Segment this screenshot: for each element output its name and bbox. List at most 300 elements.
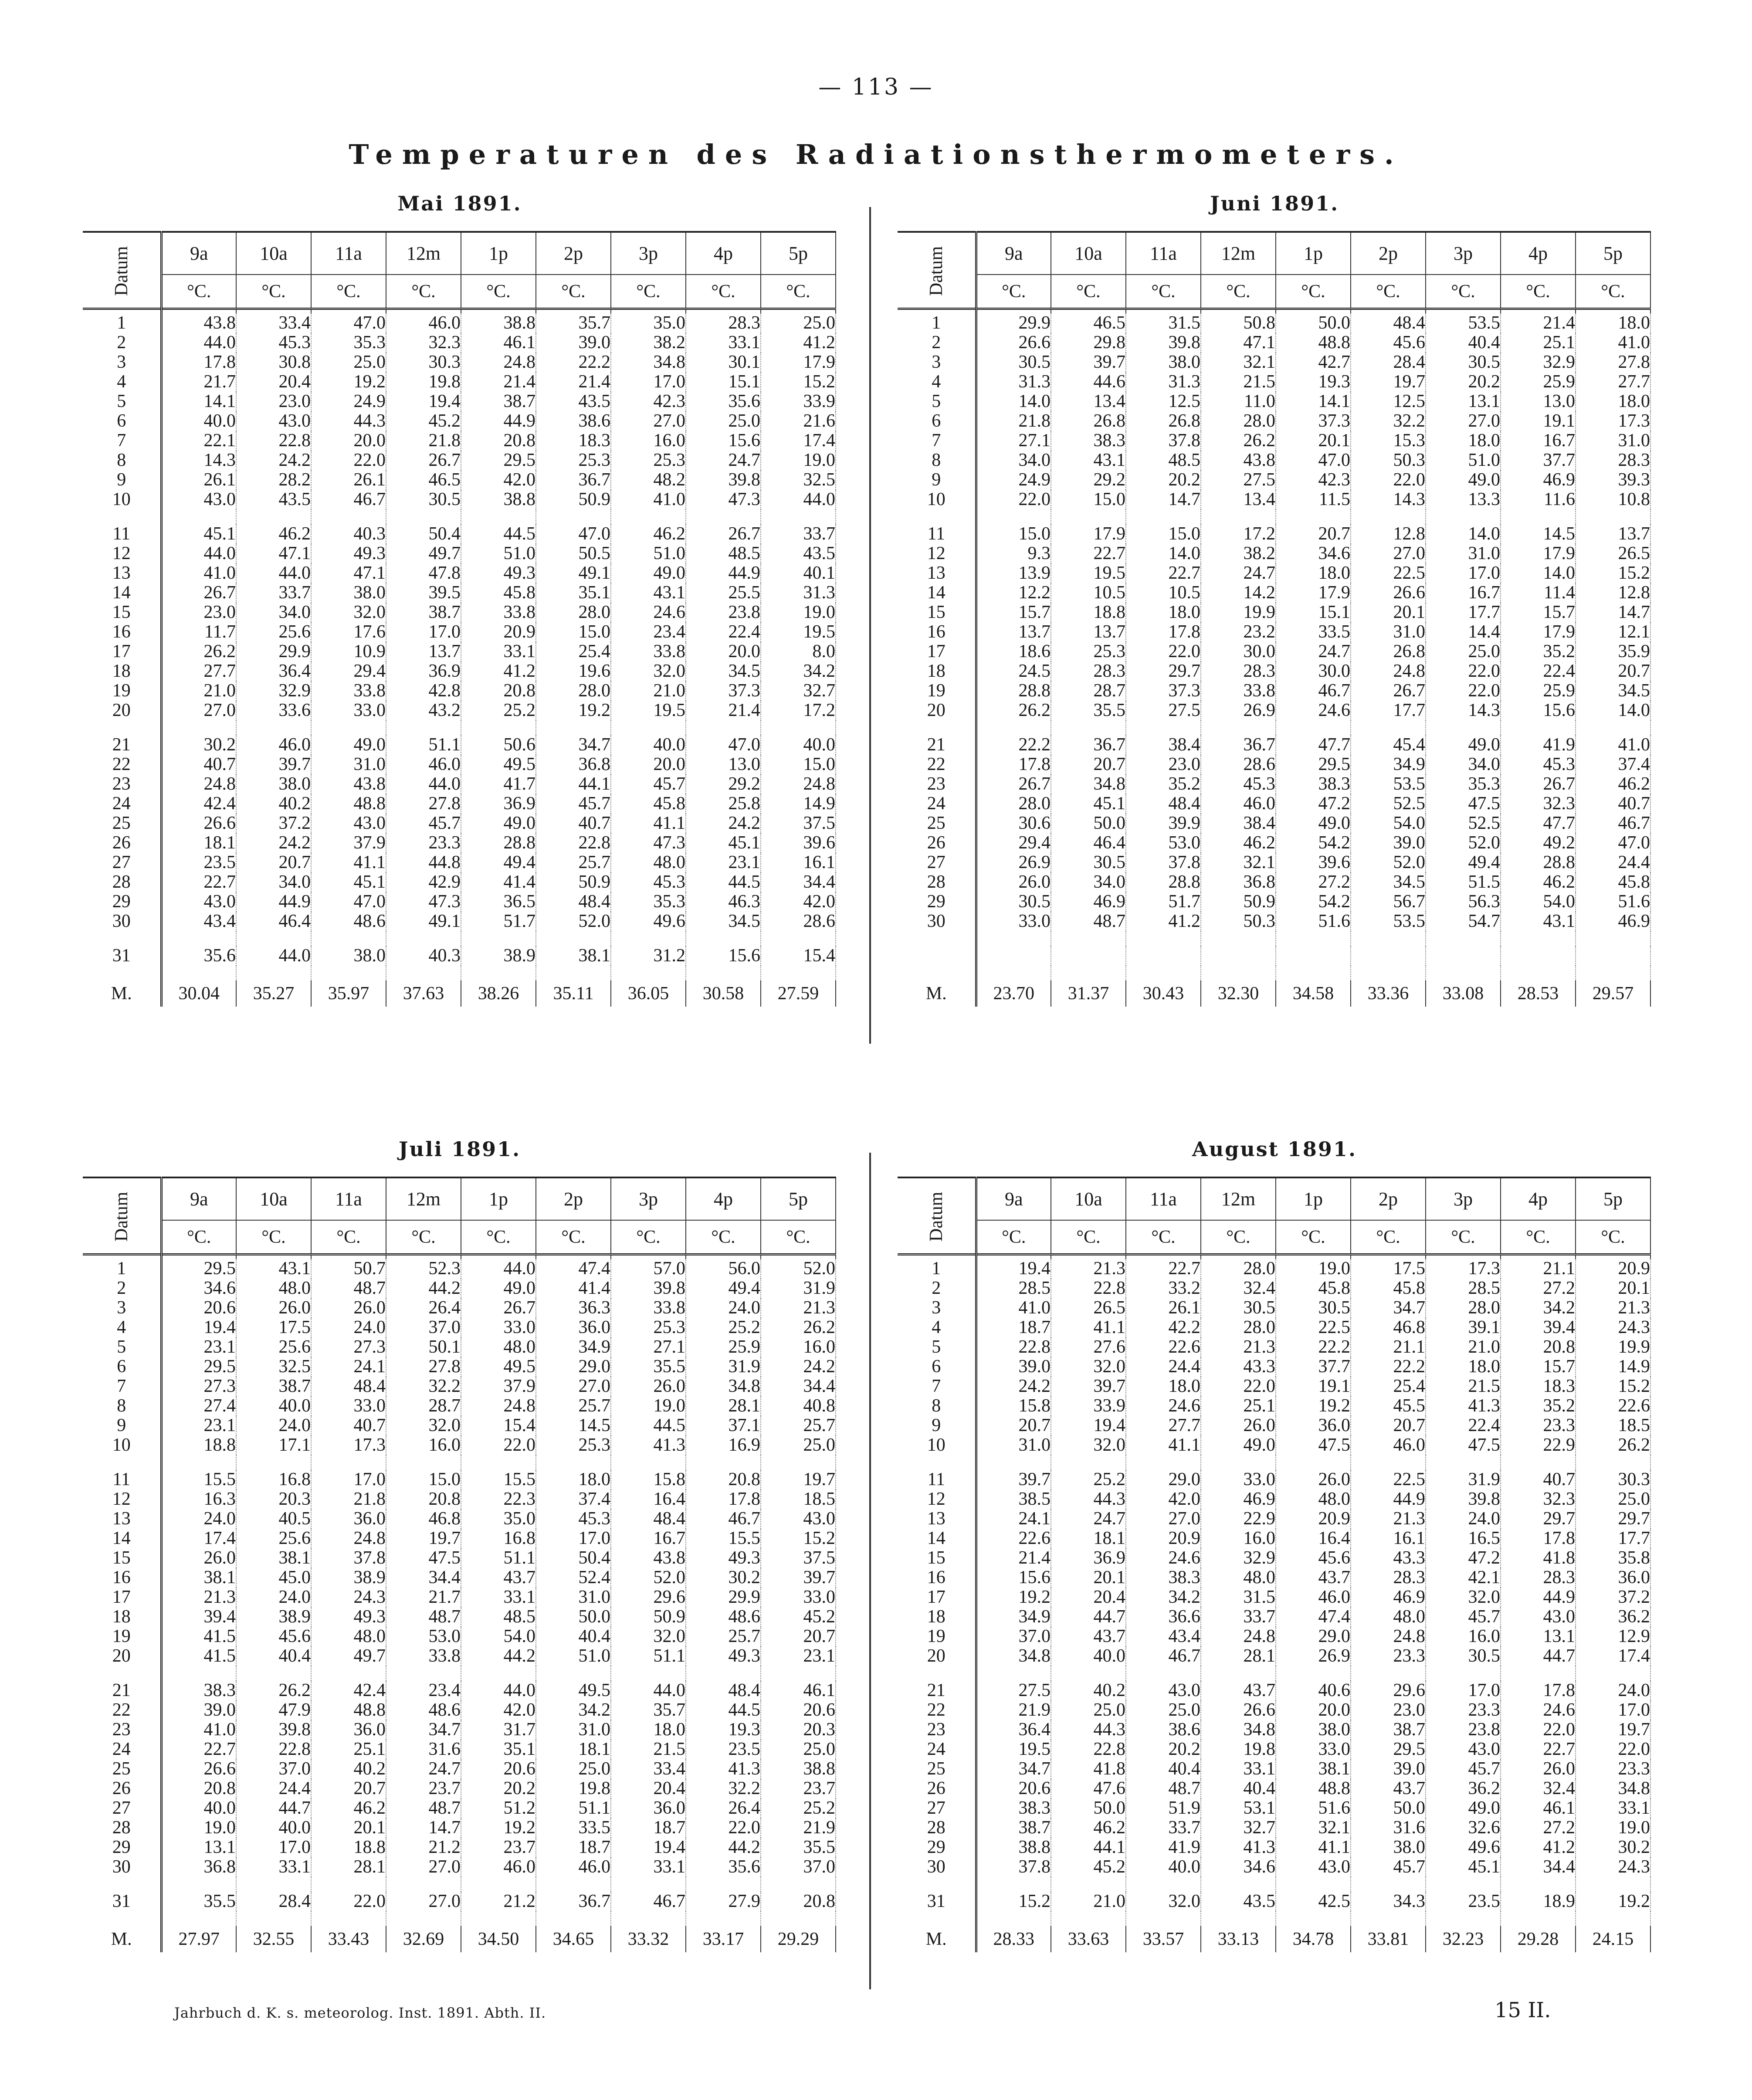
temperature-cell: 15.0	[1126, 524, 1201, 544]
temperature-cell: 44.9	[1501, 1588, 1576, 1607]
temperature-cell: 54.2	[1276, 892, 1351, 912]
temperature-cell: 43.7	[461, 1568, 536, 1588]
temperature-cell: 18.0	[1576, 392, 1650, 411]
temperature-cell: 27.4	[161, 1396, 236, 1416]
temperature-cell: 51.6	[1276, 1798, 1351, 1818]
temperature-cell: 36.8	[536, 755, 611, 774]
temperature-cell: 15.8	[976, 1396, 1051, 1416]
temperature-cell: 28.1	[686, 1396, 761, 1416]
table-row	[898, 701, 1650, 720]
temperature-cell: 16.8	[236, 1470, 311, 1489]
temperature-cell: 45.8	[461, 583, 536, 603]
temperature-cell: 33.7	[1201, 1607, 1276, 1627]
temperature-cell: 49.1	[536, 563, 611, 583]
temperature-cell: 14.7	[1126, 490, 1201, 509]
header-row	[898, 1177, 1650, 1220]
unit-row	[898, 275, 1650, 309]
temperature-cell: 48.5	[461, 1607, 536, 1627]
temperature-cell: 34.8	[1201, 1720, 1276, 1740]
day-cell: 30	[83, 1857, 161, 1877]
temperature-cell: 50.0	[1351, 1798, 1426, 1818]
temperature-cell: 26.6	[161, 1759, 236, 1779]
temperature-cell: 38.9	[236, 1607, 311, 1627]
temperature-cell: 24.8	[311, 1529, 386, 1548]
mean-cell: 34.58	[1276, 980, 1351, 1007]
temperature-cell: 43.7	[1351, 1779, 1426, 1798]
mean-cell: 35.97	[311, 980, 386, 1007]
temperature-cell: 49.7	[311, 1646, 386, 1666]
temperature-cell: 27.2	[1501, 1279, 1576, 1298]
temperature-cell: 36.7	[536, 1892, 611, 1911]
temperature-cell: 16.0	[761, 1337, 836, 1357]
temperature-cell: 36.0	[1276, 1416, 1351, 1435]
temperature-cell: 47.2	[1276, 794, 1351, 814]
temperature-cell: 44.0	[161, 333, 236, 353]
temperature-cell: 44.7	[1051, 1607, 1126, 1627]
temperature-cell: 48.8	[1276, 1779, 1351, 1798]
table-row	[83, 853, 836, 872]
temperature-cell: 46.2	[611, 524, 686, 544]
temperature-cell: 48.5	[1126, 451, 1201, 470]
temperature-cell: 40.7	[311, 1416, 386, 1435]
temperature-cell: 34.9	[1351, 755, 1426, 774]
temperature-cell: 48.0	[1351, 1607, 1426, 1627]
mean-label: M.	[898, 980, 976, 1007]
temperature-cell: 34.8	[611, 353, 686, 372]
temperature-cell: 41.1	[1051, 1318, 1126, 1337]
temperature-cell: 21.0	[1051, 1892, 1126, 1911]
table-juli	[83, 1137, 837, 2009]
temperature-cell: 40.4	[1126, 1759, 1201, 1779]
table-row	[898, 1700, 1650, 1720]
temperature-cell: 27.3	[311, 1337, 386, 1357]
temperature-cell: 28.7	[386, 1396, 461, 1416]
temperature-cell: 38.8	[461, 313, 536, 333]
temperature-cell: 40.0	[611, 735, 686, 755]
day-cell: 15	[83, 603, 161, 622]
mean-cell: 37.63	[386, 980, 461, 1007]
table-row	[898, 313, 1650, 333]
mean-cell: 34.78	[1276, 1926, 1351, 1952]
temperature-cell: 30.0	[1276, 662, 1351, 681]
table-row	[83, 1627, 836, 1646]
unit-label: °C.	[1276, 1220, 1351, 1255]
temperature-cell: 25.0	[1051, 1700, 1126, 1720]
temperature-cell: 16.7	[1426, 583, 1501, 603]
temperature-cell: 19.9	[1576, 1337, 1650, 1357]
mean-cell: 31.37	[1051, 980, 1126, 1007]
temperature-cell: 28.4	[236, 1892, 311, 1911]
temperature-cell: 38.0	[236, 774, 311, 794]
temperature-cell: 41.9	[1501, 735, 1576, 755]
temperature-cell: 22.0	[1426, 681, 1501, 701]
temperature-cell: 48.4	[536, 892, 611, 912]
temperature-cell: 20.7	[236, 853, 311, 872]
temperature-cell: 41.3	[686, 1759, 761, 1779]
temperature-cell: 20.1	[1051, 1568, 1126, 1588]
temperature-cell: 26.2	[236, 1681, 311, 1700]
temperature-cell: 25.0	[761, 1740, 836, 1759]
temperature-table	[83, 231, 836, 1007]
temperature-cell: 25.5	[686, 583, 761, 603]
temperature-cell: 19.2	[976, 1588, 1051, 1607]
temperature-cell: 27.0	[386, 1892, 461, 1911]
hour-header: 11a	[311, 232, 386, 275]
temperature-cell: 28.3	[1351, 1568, 1426, 1588]
datum-header	[898, 1177, 976, 1255]
temperature-cell: 30.5	[1276, 1298, 1351, 1318]
temperature-cell: 45.1	[311, 872, 386, 892]
table-row	[898, 1337, 1650, 1357]
temperature-cell: 22.8	[976, 1337, 1051, 1357]
day-cell: 28	[83, 872, 161, 892]
temperature-cell: 43.4	[161, 912, 236, 931]
temperature-cell: 14.0	[976, 392, 1051, 411]
day-cell: 23	[898, 1720, 976, 1740]
temperature-cell: 49.3	[311, 1607, 386, 1627]
mean-cell: 29.28	[1501, 1926, 1576, 1952]
temperature-cell: 15.3	[1351, 431, 1426, 451]
temperature-cell: 44.0	[461, 1681, 536, 1700]
day-cell: 17	[83, 642, 161, 662]
temperature-cell: 33.4	[236, 313, 311, 333]
temperature-cell: 34.4	[1501, 1857, 1576, 1877]
temperature-cell: 40.7	[1576, 794, 1650, 814]
temperature-cell: 40.7	[161, 755, 236, 774]
temperature-cell: 19.8	[1201, 1740, 1276, 1759]
month-title: Juni 1891.	[1210, 192, 1339, 215]
temperature-cell: 12.8	[1351, 524, 1426, 544]
temperature-cell: 25.3	[536, 451, 611, 470]
temperature-cell: 35.8	[1576, 1548, 1650, 1568]
table-row	[898, 1646, 1650, 1666]
temperature-cell: 21.3	[1201, 1337, 1276, 1357]
temperature-cell: 17.8	[161, 353, 236, 372]
temperature-cell: 26.1	[311, 470, 386, 490]
temperature-cell: 24.6	[1276, 701, 1351, 720]
table-row	[83, 313, 836, 333]
day-cell: 9	[83, 470, 161, 490]
temperature-cell: 23.1	[686, 853, 761, 872]
temperature-cell: 15.5	[461, 1470, 536, 1489]
temperature-cell: 51.9	[1126, 1798, 1201, 1818]
temperature-cell: 20.9	[461, 622, 536, 642]
temperature-cell: 26.0	[1501, 1759, 1576, 1779]
temperature-cell: 43.0	[311, 814, 386, 833]
table-row	[898, 333, 1650, 353]
day-cell: 19	[898, 681, 976, 701]
header-row	[83, 232, 836, 275]
unit-row	[83, 275, 836, 309]
day-cell: 20	[898, 1646, 976, 1666]
day-cell: 24	[898, 1740, 976, 1759]
temperature-cell: 24.8	[1351, 662, 1426, 681]
temperature-cell: 34.7	[1351, 1298, 1426, 1318]
temperature-cell: 18.5	[761, 1489, 836, 1509]
temperature-cell: 34.7	[976, 1759, 1051, 1779]
table-row	[898, 853, 1650, 872]
temperature-cell: 32.0	[611, 662, 686, 681]
temperature-cell: 45.6	[236, 1627, 311, 1646]
temperature-cell: 35.2	[1501, 1396, 1576, 1416]
temperature-cell: 43.0	[161, 490, 236, 509]
temperature-cell: 34.6	[1201, 1857, 1276, 1877]
temperature-cell: 30.3	[1576, 1470, 1650, 1489]
temperature-cell: 47.1	[236, 544, 311, 563]
day-cell: 23	[898, 774, 976, 794]
unit-label: °C.	[311, 275, 386, 309]
unit-label: °C.	[1351, 275, 1426, 309]
temperature-cell: 22.2	[536, 353, 611, 372]
temperature-cell: 24.6	[611, 603, 686, 622]
temperature-cell: 24.0	[236, 1588, 311, 1607]
temperature-cell: 26.8	[1126, 411, 1201, 431]
temperature-cell: 23.0	[161, 603, 236, 622]
table-row	[898, 735, 1650, 755]
datum-label: Datum	[926, 1191, 946, 1242]
temperature-cell: 32.1	[1201, 853, 1276, 872]
day-cell: 22	[83, 755, 161, 774]
temperature-cell: 28.3	[1576, 451, 1650, 470]
mean-row	[83, 1926, 836, 1952]
temperature-cell: 20.7	[1051, 755, 1126, 774]
temperature-cell: 23.7	[386, 1779, 461, 1798]
temperature-cell: 35.6	[686, 392, 761, 411]
temperature-cell: 26.4	[686, 1798, 761, 1818]
temperature-cell: 44.0	[236, 563, 311, 583]
temperature-cell: 25.4	[1351, 1377, 1426, 1396]
temperature-cell: 24.0	[236, 1416, 311, 1435]
temperature-cell: 20.2	[1126, 470, 1201, 490]
table-row	[83, 1681, 836, 1700]
unit-label: °C.	[761, 275, 836, 309]
temperature-cell: 32.3	[1501, 1489, 1576, 1509]
table-row	[83, 392, 836, 411]
temperature-cell: 22.8	[236, 431, 311, 451]
temperature-cell: 50.3	[1201, 912, 1276, 931]
temperature-cell: 22.7	[161, 1740, 236, 1759]
temperature-cell: 50.1	[386, 1337, 461, 1357]
temperature-cell: 26.2	[761, 1318, 836, 1337]
temperature-cell: 20.8	[461, 431, 536, 451]
temperature-cell: 26.1	[161, 470, 236, 490]
temperature-cell: 43.8	[161, 313, 236, 333]
table-row	[898, 603, 1650, 622]
day-cell: 21	[83, 1681, 161, 1700]
table-row	[898, 1681, 1650, 1700]
day-cell: 23	[83, 774, 161, 794]
table-row	[83, 1646, 836, 1666]
table-row	[83, 774, 836, 794]
temperature-cell: 19.4	[161, 1318, 236, 1337]
temperature-cell: 37.5	[761, 814, 836, 833]
temperature-cell: 21.3	[1351, 1509, 1426, 1529]
temperature-cell: 30.0	[1201, 642, 1276, 662]
temperature-cell: 50.6	[461, 735, 536, 755]
temperature-cell: 45.5	[1351, 1396, 1426, 1416]
temperature-cell: 50.0	[1051, 1798, 1126, 1818]
table-row	[898, 912, 1650, 931]
hour-header: 2p	[1351, 1177, 1426, 1220]
day-cell: 26	[898, 1779, 976, 1798]
mean-cell: 33.08	[1426, 980, 1501, 1007]
temperature-cell: 18.0	[1576, 313, 1650, 333]
temperature-cell: 22.8	[1051, 1279, 1126, 1298]
hour-header: 3p	[1426, 1177, 1501, 1220]
temperature-cell: 27.0	[1351, 544, 1426, 563]
mean-cell: 33.32	[611, 1926, 686, 1952]
temperature-cell: 28.0	[1201, 1318, 1276, 1337]
temperature-cell: 22.9	[1201, 1509, 1276, 1529]
table-row	[898, 794, 1650, 814]
temperature-cell: 52.3	[386, 1259, 461, 1279]
temperature-cell: 49.2	[1501, 833, 1576, 853]
temperature-cell: 27.6	[1051, 1337, 1126, 1357]
temperature-cell: 18.0	[611, 1720, 686, 1740]
temperature-cell: 29.8	[1051, 333, 1126, 353]
temperature-cell: 26.0	[611, 1377, 686, 1396]
temperature-cell: 34.0	[1051, 872, 1126, 892]
temperature-cell: 26.5	[1051, 1298, 1126, 1318]
temperature-cell: 45.8	[1351, 1279, 1426, 1298]
temperature-cell: 36.7	[1051, 735, 1126, 755]
temperature-cell: 37.2	[1576, 1588, 1650, 1607]
table-row	[83, 1529, 836, 1548]
temperature-cell: 19.3	[686, 1720, 761, 1740]
temperature-cell: 48.5	[686, 544, 761, 563]
temperature-cell: 24.7	[386, 1759, 461, 1779]
temperature-cell: 45.7	[536, 794, 611, 814]
temperature-cell: 21.3	[1576, 1298, 1650, 1318]
temperature-cell: 35.3	[611, 892, 686, 912]
table-row	[898, 1489, 1650, 1509]
temperature-cell: 18.3	[536, 431, 611, 451]
temperature-cell: 44.7	[1501, 1646, 1576, 1666]
day-cell: 20	[83, 701, 161, 720]
unit-label: °C.	[1201, 1220, 1276, 1255]
temperature-cell: 39.6	[761, 833, 836, 853]
temperature-cell: 19.5	[976, 1740, 1051, 1759]
temperature-cell: 28.0	[1201, 411, 1276, 431]
temperature-cell: 20.8	[161, 1779, 236, 1798]
temperature-cell: 36.8	[161, 1857, 236, 1877]
hour-header: 12m	[386, 1177, 461, 1220]
temperature-cell: 23.1	[161, 1416, 236, 1435]
temperature-cell: 19.3	[1276, 372, 1351, 392]
temperature-cell: 39.0	[1351, 1759, 1426, 1779]
temperature-cell: 23.0	[236, 392, 311, 411]
temperature-cell: 11.7	[161, 622, 236, 642]
temperature-cell: 37.0	[761, 1857, 836, 1877]
mean-cell: 27.97	[161, 1926, 236, 1952]
temperature-cell: 47.6	[1051, 1779, 1126, 1798]
day-cell: 13	[83, 563, 161, 583]
temperature-cell: 26.0	[161, 1548, 236, 1568]
temperature-cell: 45.6	[1276, 1548, 1351, 1568]
temperature-cell: 20.6	[976, 1779, 1051, 1798]
hour-header: 2p	[536, 1177, 611, 1220]
table-row	[898, 1416, 1650, 1435]
temperature-cell: 45.2	[386, 411, 461, 431]
temperature-cell: 40.3	[311, 524, 386, 544]
temperature-cell: 44.3	[1051, 1720, 1126, 1740]
table-row	[83, 1509, 836, 1529]
temperature-cell: 15.2	[976, 1892, 1051, 1911]
unit-label: °C.	[1201, 275, 1276, 309]
temperature-cell: 27.3	[161, 1377, 236, 1396]
temperature-cell: 52.5	[1426, 814, 1501, 833]
temperature-cell: 49.1	[386, 912, 461, 931]
temperature-cell: 21.0	[611, 681, 686, 701]
temperature-cell: 43.0	[1126, 1681, 1201, 1700]
temperature-cell: 39.0	[161, 1700, 236, 1720]
temperature-cell: 27.0	[161, 701, 236, 720]
day-cell: 3	[898, 353, 976, 372]
temperature-cell: 38.8	[976, 1838, 1051, 1857]
unit-label: °C.	[536, 275, 611, 309]
table-row	[83, 814, 836, 833]
temperature-cell: 19.2	[1276, 1396, 1351, 1416]
temperature-cell: 25.9	[1501, 681, 1576, 701]
temperature-cell: 32.0	[1126, 1892, 1201, 1911]
temperature-cell: 49.0	[461, 814, 536, 833]
group-gap	[898, 1666, 1650, 1681]
temperature-cell: 45.0	[236, 1568, 311, 1588]
temperature-cell: 22.0	[1126, 642, 1201, 662]
temperature-cell: 41.0	[1576, 333, 1650, 353]
mean-cell: 30.58	[686, 980, 761, 1007]
temperature-cell: 50.9	[536, 490, 611, 509]
temperature-cell: 25.4	[536, 642, 611, 662]
mean-row	[83, 980, 836, 1007]
temperature-cell: 39.3	[1576, 470, 1650, 490]
temperature-cell: 17.6	[311, 622, 386, 642]
temperature-cell: 53.0	[386, 1627, 461, 1646]
temperature-cell: 37.3	[1126, 681, 1201, 701]
day-cell: 11	[898, 524, 976, 544]
temperature-cell: 26.1	[1126, 1298, 1201, 1318]
table-row	[898, 1740, 1650, 1759]
temperature-cell: 24.3	[1576, 1857, 1650, 1877]
temperature-cell: 44.2	[386, 1279, 461, 1298]
temperature-cell: 13.7	[386, 642, 461, 662]
group-gap	[898, 1911, 1650, 1926]
group-gap	[83, 931, 836, 946]
temperature-cell: 31.9	[1426, 1470, 1501, 1489]
temperature-cell: 32.5	[236, 1357, 311, 1377]
temperature-cell: 51.2	[461, 1798, 536, 1818]
temperature-cell: 29.5	[161, 1259, 236, 1279]
temperature-cell: 21.4	[1501, 313, 1576, 333]
temperature-cell: 22.7	[1051, 544, 1126, 563]
temperature-cell: 43.3	[1201, 1357, 1276, 1377]
temperature-cell: 27.2	[1276, 872, 1351, 892]
temperature-cell: 46.2	[1051, 1818, 1126, 1838]
day-cell: 18	[898, 1607, 976, 1627]
temperature-cell: 47.5	[386, 1548, 461, 1568]
day-cell: 18	[898, 662, 976, 681]
temperature-cell: 43.8	[311, 774, 386, 794]
temperature-cell: 25.2	[461, 701, 536, 720]
unit-label: °C.	[1051, 275, 1126, 309]
temperature-cell: 14.3	[1351, 490, 1426, 509]
temperature-cell: 24.0	[161, 1509, 236, 1529]
temperature-cell: 20.1	[1576, 1279, 1650, 1298]
temperature-cell: 18.8	[311, 1838, 386, 1857]
temperature-cell: 25.7	[536, 853, 611, 872]
temperature-cell: 22.0	[1426, 662, 1501, 681]
temperature-cell: 25.2	[1051, 1470, 1126, 1489]
